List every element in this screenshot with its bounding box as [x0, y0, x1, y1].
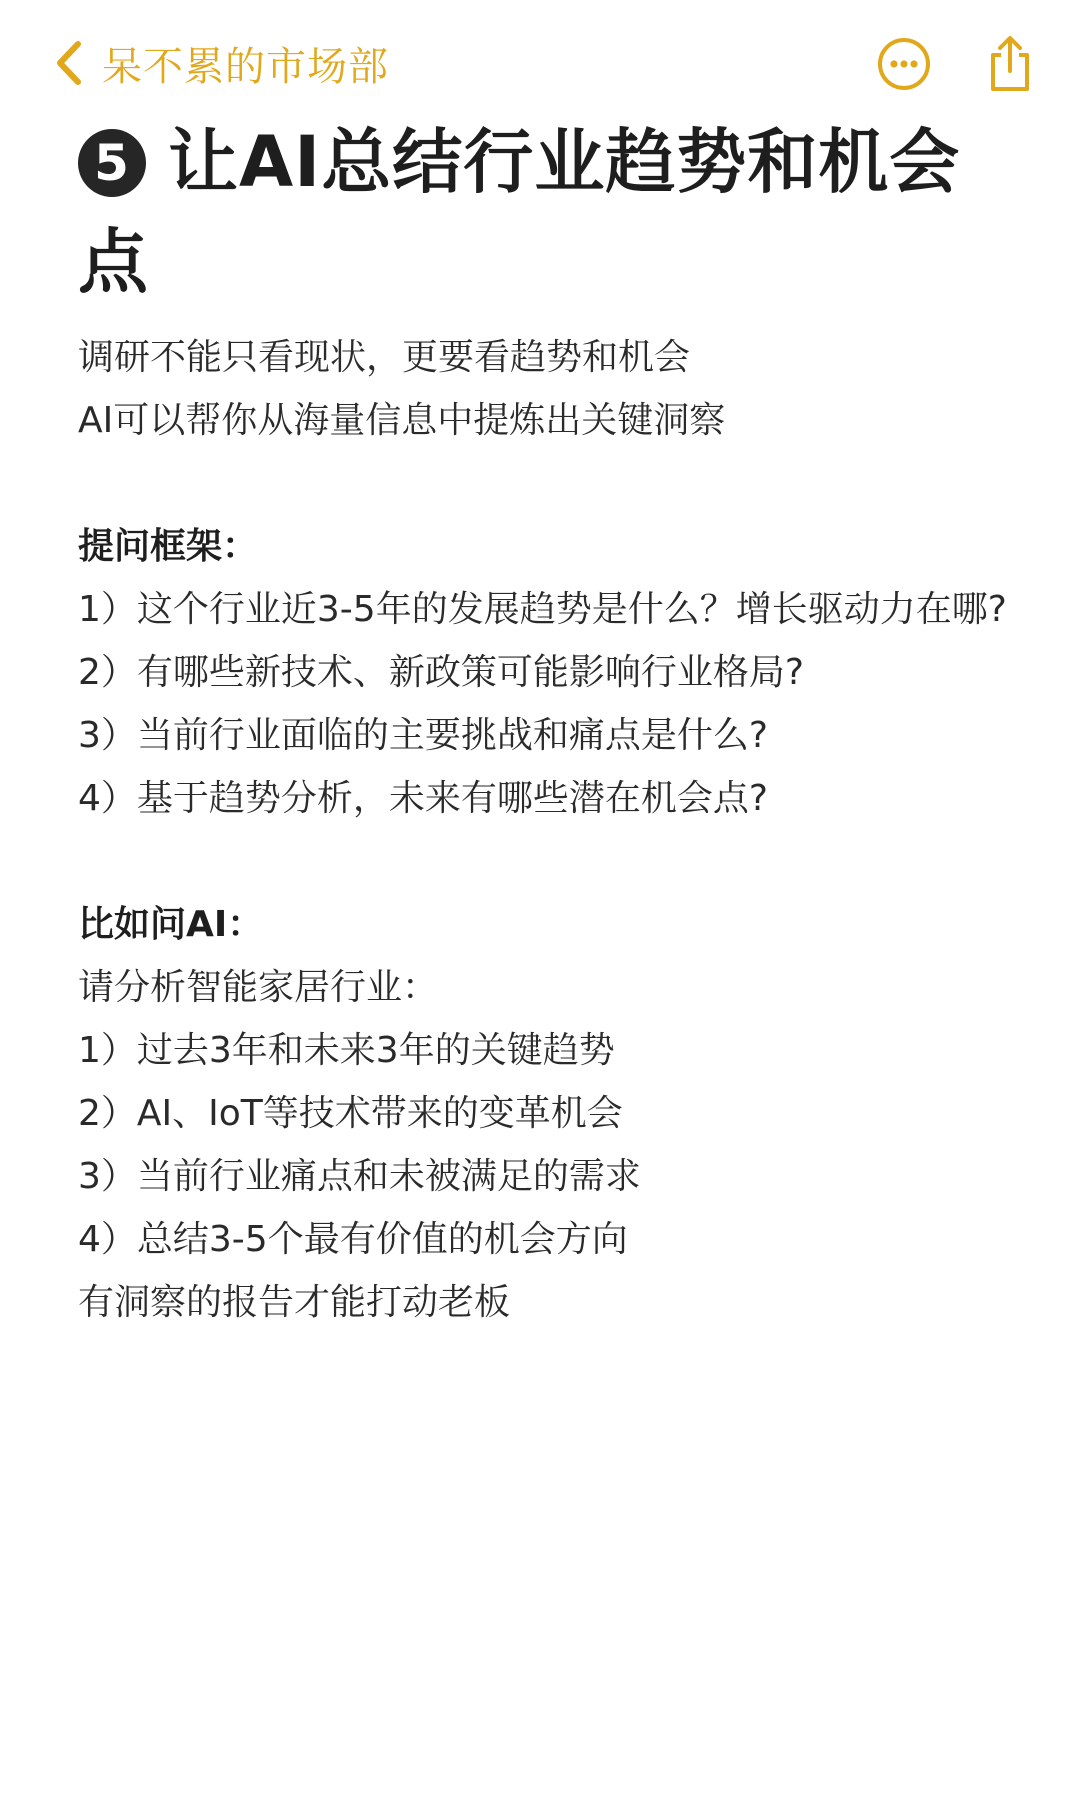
share-icon	[987, 35, 1033, 93]
note-title-text: 让AI总结行业趋势和机会点	[78, 121, 961, 303]
intro-line: AI可以帮你从海量信息中提炼出关键洞察	[78, 400, 726, 441]
note-title	[78, 112, 1008, 312]
ellipsis-circle-icon	[877, 37, 931, 91]
note-content	[78, 112, 1008, 1334]
framework-item: 2）有哪些新技术、新政策可能影响行业格局?	[78, 652, 805, 693]
spacer	[78, 830, 1008, 893]
number-badge: 5	[78, 129, 146, 197]
spacer	[78, 452, 1008, 515]
example-item: 3）当前行业痛点和未被满足的需求	[78, 1156, 641, 1197]
framework-item: 3）当前行业面临的主要挑战和痛点是什么?	[78, 715, 769, 756]
note-body	[78, 326, 1008, 1334]
more-options-button[interactable]	[876, 36, 932, 92]
top-navigation-bar	[0, 0, 1080, 120]
example-item: 1）过去3年和未来3年的关键趋势	[78, 1030, 615, 1071]
share-button[interactable]	[982, 36, 1038, 92]
chevron-left-icon	[54, 40, 82, 86]
example-intro: 请分析智能家居行业：	[78, 967, 439, 1008]
example-item: 2）AI、IoT等技术带来的变革机会	[78, 1093, 623, 1134]
back-button[interactable]	[54, 34, 389, 92]
framework-item: 4）基于趋势分析，未来有哪些潜在机会点?	[78, 778, 769, 819]
example-heading: 比如问AI：	[78, 904, 264, 945]
closing-line: 有洞察的报告才能打动老板	[78, 1282, 511, 1323]
intro-line: 调研不能只看现状，更要看趋势和机会	[78, 337, 691, 378]
framework-item: 1）这个行业近3-5年的发展趋势是什么？增长驱动力在哪?	[78, 589, 1007, 630]
example-item: 4）总结3-5个最有价值的机会方向	[78, 1219, 628, 1260]
back-button-label: 呆不累的市场部	[102, 43, 389, 90]
framework-heading: 提问框架：	[78, 526, 259, 567]
